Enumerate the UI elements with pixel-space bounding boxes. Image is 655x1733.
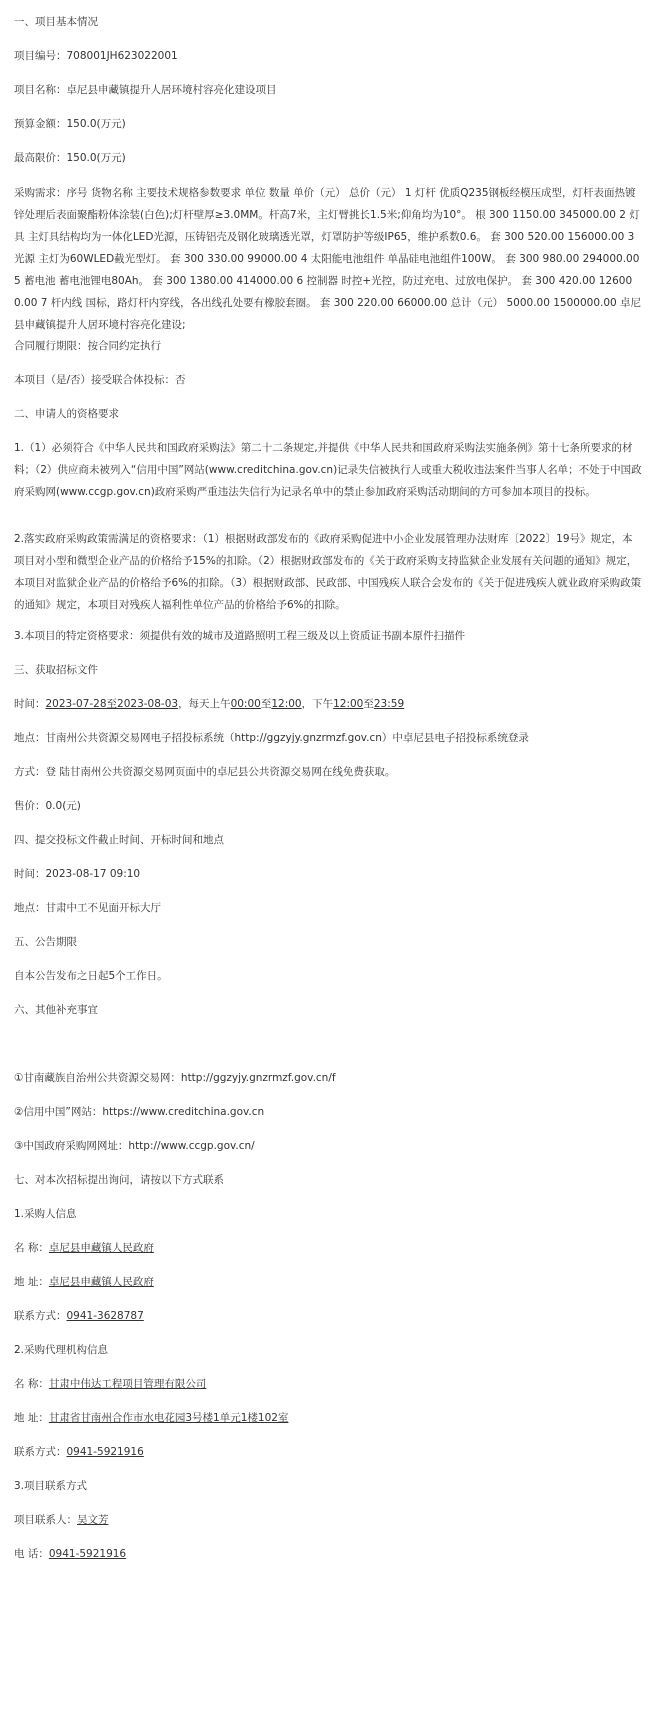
to-word: 至 [106,698,118,710]
qualification-item-1: 1.（1）必须符合《中华人民共和国政府采购法》第二十二条规定,并提供《中华人民共和国政府采购法实施条例》第十七条所要求的材料；（2）供应商未被列入“信用中国”网站(www.creditchina.gov.cn)记录失信被执行人或重大税收违法案件当事人名单；不处于中国政府采购网(www.ccgp.gov.cn)政府采购严重违法失信行为记录名单中的禁止参加政府采购活动期间的方可参加本项目的投标。 [14,442,642,498]
am-end: 12:00 [271,698,302,710]
document-price: 售价：0.0(元) [14,800,81,812]
submission-place: 地点：甘肃中工不见面开标大厅 [14,902,161,914]
budget-amount: 预算金额：150.0(万元) [14,118,126,130]
buyer-phone-value: 0941-3628787 [66,1310,144,1322]
agent-address [14,1411,288,1425]
to-word: 至 [363,698,374,710]
buyer-address [14,1275,154,1289]
buyer-phone [14,1309,144,1323]
document-acquisition-time [14,697,404,711]
buyer-address-label: 地 址： [14,1276,49,1288]
agent-phone [14,1445,144,1459]
contact-phone-label: 电 话： [14,1548,49,1560]
agent-address-value: 甘肃省甘南州合作市水电花园3号楼1单元1楼102室 [48,1412,289,1424]
section-7-heading: 七、对本次招标提出询问，请按以下方式联系 [14,1174,224,1186]
project-number: 项目编号：708001JH623022001 [14,50,178,62]
section-4-heading: 四、提交投标文件截止时间、开标时间和地点 [14,834,224,846]
site-creditchina: ②信用中国”网站：https://www.creditchina.gov.cn [14,1106,265,1118]
agent-name-value: 甘肃中伟达工程项目管理有限公司 [48,1378,207,1390]
to-word: 至 [260,698,272,710]
time-text: ，下午 [301,698,334,710]
procurement-requirement: 采购需求：序号 货物名称 主要技术规格参数要求 单位 数量 单价（元） 总价（元） 1 灯杆 优质Q235钢板经模压成型，灯杆表面热镀锌处理后表面聚酯粉体涂装(白色);灯杆壁厚≥3.0MM。杆高7米，主灯臂挑长1.5米;仰角均为10°。 根 300 1150.00 345000.00 2 灯具 主灯具结构均为一体化LED光源，压铸铝壳及钢化玻璃透光罩，灯罩防护等级IP65，维护系数0.6。 套 300 520.00 156000.00 3 光源 主灯为60WLED截光型灯。 套 300 330.00 99000.00 4 太阳能电池组件 单晶硅电池组件100W。 套 300 980.00 294000.00 5 蓄电池 蓄电池锂电80Ah。 套 300 1380.00 414000.00 6 控制器 时控+光控，防过充电、过放电保护。 套 300 420.00 126000.00 7 杆内线 国标，路灯杆内穿线，各出线孔处要有橡胶套圈。 套 300 220.00 66000.00 总计（元） 5000.00 1500000.00 卓尼县申藏镇提升人居环境村容亮化建设; [14,187,642,331]
agent-name-label: 名 称： [14,1378,49,1390]
site-ccgp: ③中国政府采购网网址：http://www.ccgp.gov.cn/ [14,1140,255,1152]
buyer-name-label: 名 称： [14,1242,49,1254]
time-text: ，每天上午 [178,698,231,710]
max-price: 最高限价：150.0(万元) [14,152,126,164]
contract-period: 合同履行期限：按合同约定执行 [14,340,161,352]
acquisition-method: 方式：登 陆甘南州公共资源交易网页面中的卓尼县公共资源交易网在线免费获取。 [14,766,396,778]
buyer-name [14,1241,154,1255]
pm-start: 12:00 [333,698,364,710]
site-ggzyjy: ①甘南藏族自治州公共资源交易网：http://ggzyjy.gnzrmzf.gov.cn/f [14,1072,336,1084]
agent-phone-value: 0941-5921916 [66,1446,144,1458]
contact-phone [14,1547,126,1561]
buyer-name-value: 卓尼县申藏镇人民政府 [48,1242,154,1254]
contact-person [14,1513,109,1527]
agent-name [14,1377,206,1391]
am-start: 00:00 [230,698,261,710]
section-3-heading: 三、获取招标文件 [14,664,98,676]
agent-heading: 2.采购代理机构信息 [14,1344,109,1356]
buyer-address-value: 卓尼县申藏镇人民政府 [48,1276,154,1288]
project-name: 项目名称：卓尼县申藏镇提升人居环境村容亮化建设项目 [14,84,277,96]
start-date: 2023-07-28 [45,698,107,710]
contact-person-value: 吴文芳 [77,1514,109,1526]
time-label: 时间： [14,698,46,710]
end-date: 2023-08-03 [117,698,179,710]
submission-time: 时间：2023-08-17 09:10 [14,868,141,880]
section-1-heading: 一、项目基本情况 [14,16,98,28]
agent-address-label: 地 址： [14,1412,49,1424]
buyer-heading: 1.采购人信息 [14,1208,77,1220]
section-5-heading: 五、公告期限 [14,936,77,948]
pm-end: 23:59 [373,698,405,710]
contact-phone-value: 0941-5921916 [48,1548,127,1560]
notice-period: 自本公告发布之日起5个工作日。 [14,970,168,982]
section-2-heading: 二、申请人的资格要求 [14,408,119,420]
buyer-phone-label: 联系方式： [14,1310,67,1322]
qualification-item-2: 2.落实政府采购政策需满足的资格要求：（1）根据财政部发布的《政府采购促进中小企业发展管理办法财库〔2022〕19号》规定，本项目对小型和微型企业产品的价格给予15%的扣除。（2）根据财政部发布的《关于政府采购支持监狱企业发展有关问题的通知》规定，本项目对监狱企业产品的价格给予6%的扣除。（3）根据财政部、民政部、中国残疾人联合会发布的《关于促进残疾人就业政府采购政策的通知》规定，本项目对残疾人福利性单位产品的价格给予6%的扣除。 [14,533,642,611]
agent-phone-label: 联系方式： [14,1446,67,1458]
qualification-item-3: 3.本项目的特定资格要求：须提供有效的城市及道路照明工程三级及以上资质证书副本原件扫描件 [14,630,466,642]
acquisition-place: 地点：甘南州公共资源交易网电子招投标系统（http://ggzyjy.gnzrmzf.gov.cn）中卓尼县电子招投标系统登录 [14,732,529,744]
consortium-bid: 本项目（是/否）接受联合体投标：否 [14,374,186,386]
contact-person-label: 项目联系人： [14,1514,77,1526]
section-6-heading: 六、其他补充事宜 [14,1004,98,1016]
contact-heading: 3.项目联系方式 [14,1480,88,1492]
